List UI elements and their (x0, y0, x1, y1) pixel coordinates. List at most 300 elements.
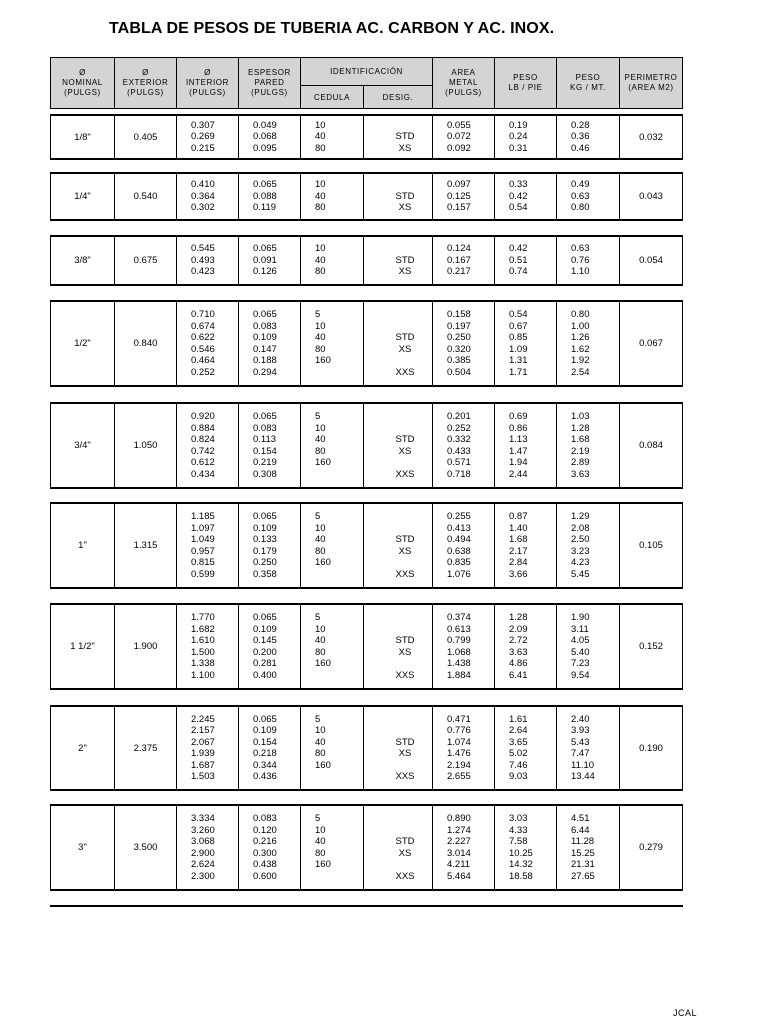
area-value: 0.072 (447, 131, 471, 143)
peso-lb-value: 1.61 (509, 713, 528, 725)
desig-value: XS (398, 748, 412, 759)
peso-kg-value: 5.43 (571, 736, 590, 748)
desig-value: STD (395, 254, 415, 266)
cell-desig (364, 404, 433, 487)
exterior-value: 0.840 (133, 338, 158, 349)
nominal-value: 3/4" (74, 440, 91, 451)
nominal-value: 1" (78, 540, 87, 551)
header-nominal-line: (PULGS) (64, 88, 101, 97)
exterior-value: 2.375 (133, 742, 158, 754)
interior-value: 0.622 (191, 332, 215, 343)
cell-peso-kg (557, 806, 620, 889)
espesor-value: 0.065 (253, 179, 277, 191)
interior-value: 0.546 (191, 343, 215, 355)
espesor-value: 0.083 (253, 813, 277, 824)
cell-cedula (301, 302, 364, 385)
area-value: 2.194 (447, 759, 471, 771)
cell-desig (364, 806, 433, 889)
espesor-value: 0.358 (253, 568, 277, 580)
cell-area (433, 302, 495, 385)
desig-value (378, 658, 432, 670)
espesor-value: 0.154 (253, 445, 277, 457)
cell-desig (364, 174, 433, 219)
exterior-value: 1.050 (133, 440, 158, 451)
interior-value: 0.545 (191, 243, 215, 255)
cell-exterior (115, 504, 177, 587)
peso-kg-value: 5.45 (571, 568, 590, 580)
cell-peso-kg (557, 404, 620, 487)
nominal-value: 3/8" (74, 255, 91, 266)
desig-value (378, 355, 432, 367)
cell-peso-kg (557, 504, 620, 587)
interior-value: 3.260 (191, 824, 215, 836)
area-value: 1.274 (447, 824, 471, 836)
header-exterior-line: Ø (142, 68, 149, 77)
peso-lb-value: 0.74 (509, 266, 528, 278)
cell-espesor (239, 237, 301, 284)
peso-kg-value: 3.93 (571, 725, 590, 736)
cedula-value: 80 (315, 545, 326, 557)
cell-peso-lb (495, 806, 557, 889)
cell-area (433, 707, 495, 789)
espesor-value: 0.218 (253, 748, 277, 759)
espesor-value: 0.400 (253, 669, 277, 681)
exterior-value: 0.675 (133, 255, 158, 266)
desig-value (378, 457, 432, 469)
cedula-value (315, 871, 363, 883)
desig-value: STD (395, 434, 415, 445)
desig-value (378, 309, 432, 321)
peso-lb-value: 0.31 (509, 142, 528, 154)
peso-lb-value: 2.09 (509, 623, 528, 635)
header-area-line: METAL (448, 78, 479, 87)
peso-kg-value: 1.28 (571, 422, 590, 434)
interior-value: 1.682 (191, 623, 215, 635)
cell-perimetro (620, 174, 682, 219)
area-value: 0.092 (447, 142, 471, 154)
header-nominal-line: Ø (79, 68, 86, 77)
cedula-value: 40 (315, 534, 326, 545)
area-value: 0.776 (447, 725, 471, 736)
nominal-value: 3" (78, 842, 87, 853)
cell-exterior (115, 806, 177, 889)
area-value: 0.055 (447, 119, 471, 131)
desig-value (378, 411, 432, 423)
area-value: 3.014 (447, 847, 471, 859)
desig-value (378, 725, 432, 737)
cell-perimetro (620, 116, 682, 158)
cell-espesor (239, 707, 301, 789)
interior-value: 0.742 (191, 445, 215, 457)
cell-nominal (51, 237, 115, 284)
cell-cedula (301, 707, 364, 789)
cell-interior (177, 237, 239, 284)
cell-cedula (301, 116, 364, 158)
perimetro-value: 0.152 (639, 641, 663, 652)
peso-lb-value: 0.87 (509, 511, 528, 522)
espesor-value: 0.065 (253, 309, 277, 320)
cell-perimetro (620, 707, 682, 789)
peso-lb-value: 1.47 (509, 445, 528, 457)
desig-value (378, 714, 432, 726)
peso-lb-value: 18.58 (509, 870, 533, 882)
peso-lb-value: 3.65 (509, 736, 528, 748)
cell-perimetro (620, 237, 682, 284)
cell-desig (364, 605, 433, 688)
cell-nominal (51, 707, 115, 789)
interior-value: 0.612 (191, 457, 215, 468)
cell-peso-kg (557, 237, 620, 284)
area-value: 0.197 (447, 320, 471, 332)
cedula-value: 40 (315, 635, 326, 646)
header-exterior-line: (PULGS) (127, 88, 164, 97)
cell-nominal (51, 116, 115, 158)
interior-value: 1.687 (191, 759, 215, 771)
cell-espesor (239, 806, 301, 889)
desig-value (378, 423, 432, 435)
area-value: 0.638 (447, 545, 471, 557)
peso-kg-value: 7.47 (571, 748, 590, 759)
nominal-value: 2" (78, 742, 87, 754)
cell-nominal (51, 404, 115, 487)
area-value: 0.613 (447, 623, 471, 635)
area-value: 0.125 (447, 190, 471, 202)
desig-value: STD (395, 736, 415, 748)
desig-value: XS (398, 545, 412, 557)
header-nominal-line: NOMINAL (62, 78, 103, 87)
interior-value: 1.503 (191, 771, 215, 782)
desig-value: STD (395, 131, 415, 143)
peso-kg-value: 0.76 (571, 254, 590, 266)
espesor-value: 0.109 (253, 725, 277, 736)
area-value: 0.124 (447, 243, 471, 255)
header-peso-lb (495, 58, 557, 108)
cedula-value: 5 (315, 411, 321, 422)
desig-value: XS (398, 266, 412, 278)
area-value: 0.890 (447, 813, 471, 824)
desig-value: XS (398, 142, 412, 154)
interior-value: 1.610 (191, 635, 215, 646)
peso-lb-value: 0.85 (509, 332, 528, 343)
peso-kg-value: 1.90 (571, 612, 590, 623)
peso-kg-value: 0.49 (571, 179, 590, 191)
cell-nominal (51, 605, 115, 688)
espesor-value: 0.179 (253, 545, 277, 557)
espesor-value: 0.068 (253, 131, 277, 143)
cell-peso-lb (495, 302, 557, 385)
area-value: 0.471 (447, 713, 471, 725)
interior-value: 2.245 (191, 713, 215, 725)
cell-area (433, 404, 495, 487)
peso-lb-value: 2.64 (509, 725, 528, 736)
interior-value: 0.307 (191, 119, 215, 131)
espesor-value: 0.344 (253, 759, 277, 771)
cedula-value: 5 (315, 713, 321, 725)
interior-value: 0.674 (191, 320, 215, 332)
cedula-value: 160 (315, 355, 331, 366)
peso-lb-value: 10.25 (509, 847, 533, 859)
interior-value: 2.067 (191, 736, 215, 748)
cell-cedula (301, 605, 364, 688)
desig-value: STD (395, 332, 415, 343)
cell-area (433, 237, 495, 284)
header-interior-line: Ø (204, 68, 211, 77)
area-value: 2.227 (447, 836, 471, 847)
perimetro-value: 0.105 (639, 540, 663, 551)
interior-value: 3.068 (191, 836, 215, 847)
nominal-value: 1 1/2" (70, 641, 95, 652)
desig-value: XS (398, 646, 412, 658)
cell-interior (177, 174, 239, 219)
cedula-value: 160 (315, 759, 331, 771)
cell-exterior (115, 605, 177, 688)
espesor-value: 0.109 (253, 332, 277, 343)
cedula-value: 40 (315, 332, 326, 343)
header-identificacion-label: IDENTIFICACIÓN (301, 58, 432, 86)
interior-value: 0.434 (191, 468, 215, 480)
area-value: 0.504 (447, 366, 471, 378)
peso-kg-value: 4.51 (571, 813, 590, 824)
header-espesor (239, 58, 301, 108)
table-header (50, 57, 683, 109)
peso-kg-value: 1.03 (571, 411, 590, 422)
cedula-value: 10 (315, 320, 326, 332)
interior-value: 0.464 (191, 355, 215, 366)
cedula-value: 80 (315, 142, 326, 154)
cell-cedula (301, 806, 364, 889)
cedula-value: 10 (315, 119, 326, 131)
desig-value: XXS (395, 568, 415, 580)
peso-kg-value: 2.50 (571, 534, 590, 545)
cedula-value: 5 (315, 612, 321, 623)
cell-peso-lb (495, 116, 557, 158)
cedula-value: 10 (315, 243, 326, 255)
cell-peso-lb (495, 174, 557, 219)
peso-lb-value: 0.42 (509, 190, 528, 202)
peso-kg-value: 0.63 (571, 243, 590, 255)
desig-value: XXS (395, 669, 415, 681)
peso-kg-value: 3.63 (571, 468, 590, 480)
area-value: 0.433 (447, 445, 471, 457)
peso-lb-value: 7.58 (509, 836, 528, 847)
espesor-value: 0.109 (253, 623, 277, 635)
cell-espesor (239, 605, 301, 688)
desig-value: XS (398, 847, 412, 859)
area-value: 0.494 (447, 534, 471, 545)
peso-lb-value: 0.33 (509, 179, 528, 191)
peso-lb-value: 1.68 (509, 534, 528, 545)
exterior-value: 3.500 (133, 842, 158, 853)
cell-interior (177, 504, 239, 587)
header-interior (177, 58, 239, 108)
peso-kg-value: 1.62 (571, 343, 590, 355)
peso-kg-value: 1.00 (571, 320, 590, 332)
interior-value: 2.624 (191, 859, 215, 870)
interior-value: 0.364 (191, 190, 215, 202)
espesor-value: 0.065 (253, 243, 277, 255)
area-value: 1.438 (447, 658, 471, 669)
peso-lb-value: 0.69 (509, 411, 528, 422)
cell-area (433, 504, 495, 587)
peso-kg-value: 1.92 (571, 355, 590, 366)
header-espesor-line: PARED (254, 78, 285, 87)
peso-lb-value: 1.94 (509, 457, 528, 468)
cell-peso-kg (557, 605, 620, 688)
desig-value: XS (398, 343, 412, 355)
header-peso-kg-line: KG / MT. (570, 83, 606, 92)
area-value: 0.332 (447, 434, 471, 445)
header-perimetro-line: (AREA M2) (628, 83, 674, 92)
peso-lb-value: 14.32 (509, 859, 533, 870)
cell-espesor (239, 116, 301, 158)
area-value: 0.201 (447, 411, 471, 422)
desig-value: STD (395, 635, 415, 646)
desig-value (378, 813, 432, 825)
interior-value: 1.100 (191, 669, 215, 681)
cell-espesor (239, 174, 301, 219)
cell-nominal (51, 302, 115, 385)
espesor-value: 0.095 (253, 142, 277, 154)
peso-kg-value: 0.80 (571, 202, 590, 214)
espesor-value: 0.219 (253, 457, 277, 468)
peso-lb-value: 0.54 (509, 309, 528, 320)
header-peso-lb-line: PESO (513, 73, 538, 82)
interior-value: 1.185 (191, 511, 215, 522)
cedula-value: 5 (315, 309, 321, 320)
header-peso-lb-line: LB / PIE (508, 83, 543, 92)
cell-area (433, 116, 495, 158)
espesor-value: 0.120 (253, 824, 277, 836)
interior-value: 1.770 (191, 612, 215, 623)
peso-lb-value: 1.40 (509, 522, 528, 534)
espesor-value: 0.113 (253, 434, 277, 445)
espesor-value: 0.145 (253, 635, 277, 646)
peso-lb-value: 2.72 (509, 635, 528, 646)
peso-lb-value: 0.42 (509, 243, 528, 255)
header-espesor-line: ESPESOR (248, 68, 291, 77)
espesor-value: 0.109 (253, 522, 277, 534)
header-perimetro (620, 58, 682, 108)
area-value: 2.655 (447, 771, 471, 782)
cedula-value: 160 (315, 457, 331, 468)
espesor-value: 0.088 (253, 190, 277, 202)
cell-perimetro (620, 504, 682, 587)
cell-peso-kg (557, 707, 620, 789)
header-area (433, 58, 495, 108)
desig-value: XXS (395, 870, 415, 882)
area-value: 0.217 (447, 266, 471, 278)
cedula-value (315, 367, 363, 379)
espesor-value: 0.091 (253, 254, 277, 266)
peso-lb-value: 0.19 (509, 119, 528, 131)
exterior-value: 0.405 (133, 131, 158, 143)
peso-kg-value: 1.26 (571, 332, 590, 343)
nominal-value: 1/4" (74, 191, 91, 202)
cell-exterior (115, 237, 177, 284)
interior-value: 0.302 (191, 202, 215, 214)
area-value: 4.211 (447, 859, 471, 870)
peso-kg-value: 0.28 (571, 119, 590, 131)
peso-kg-value: 2.89 (571, 457, 590, 468)
area-value: 0.374 (447, 612, 471, 623)
cedula-value (315, 469, 363, 481)
cedula-value: 40 (315, 190, 326, 202)
desig-value: XS (398, 445, 412, 457)
peso-lb-value: 2.44 (509, 468, 528, 480)
cell-interior (177, 707, 239, 789)
cedula-value: 80 (315, 202, 326, 214)
espesor-value: 0.065 (253, 612, 277, 623)
interior-value: 0.410 (191, 179, 215, 191)
cell-desig (364, 237, 433, 284)
peso-lb-value: 4.33 (509, 824, 528, 836)
espesor-value: 0.119 (253, 202, 277, 214)
cell-nominal (51, 806, 115, 889)
header-interior-line: INTERIOR (185, 78, 230, 87)
exterior-value: 1.315 (133, 540, 158, 551)
header-peso-kg-line: PESO (575, 73, 601, 82)
cell-peso-kg (557, 174, 620, 219)
cell-peso-kg (557, 116, 620, 158)
header-peso-kg (557, 58, 620, 108)
pipe-size-group (50, 300, 683, 387)
cedula-value: 5 (315, 511, 321, 522)
interior-value: 0.710 (191, 309, 215, 320)
peso-kg-value: 11.28 (571, 836, 595, 847)
peso-kg-value: 1.68 (571, 434, 590, 445)
desig-value: STD (395, 836, 415, 847)
espesor-value: 0.438 (253, 859, 277, 870)
desig-value (378, 557, 432, 569)
desig-value (378, 511, 432, 523)
pipe-size-group (50, 705, 683, 791)
cell-espesor (239, 504, 301, 587)
peso-kg-value: 13.44 (571, 771, 595, 782)
peso-kg-value: 6.44 (571, 824, 590, 836)
area-value: 0.167 (447, 254, 471, 266)
area-value: 0.320 (447, 343, 471, 355)
peso-lb-value: 1.13 (509, 434, 528, 445)
peso-kg-value: 0.46 (571, 142, 590, 154)
espesor-value: 0.300 (253, 847, 277, 859)
area-value: 0.157 (447, 202, 471, 214)
peso-kg-value: 2.54 (571, 366, 590, 378)
peso-lb-value: 0.54 (509, 202, 528, 214)
desig-value: XS (398, 202, 412, 214)
peso-lb-value: 4.86 (509, 658, 528, 669)
perimetro-value: 0.279 (639, 842, 663, 853)
cell-desig (364, 707, 433, 789)
interior-value: 1.049 (191, 534, 215, 545)
cedula-value: 10 (315, 522, 326, 534)
header-exterior (115, 58, 177, 108)
peso-lb-value: 3.66 (509, 568, 528, 580)
interior-value: 0.269 (191, 131, 215, 143)
cell-nominal (51, 504, 115, 587)
interior-value: 2.300 (191, 870, 215, 882)
peso-lb-value: 0.86 (509, 422, 528, 434)
interior-value: 0.824 (191, 434, 215, 445)
cell-exterior (115, 174, 177, 219)
cell-desig (364, 302, 433, 385)
area-value: 0.571 (447, 457, 471, 468)
perimetro-value: 0.043 (639, 191, 663, 202)
interior-value: 1.338 (191, 658, 215, 669)
cell-area (433, 806, 495, 889)
espesor-value: 0.250 (253, 557, 277, 568)
cell-exterior (115, 116, 177, 158)
peso-lb-value: 5.02 (509, 748, 528, 759)
